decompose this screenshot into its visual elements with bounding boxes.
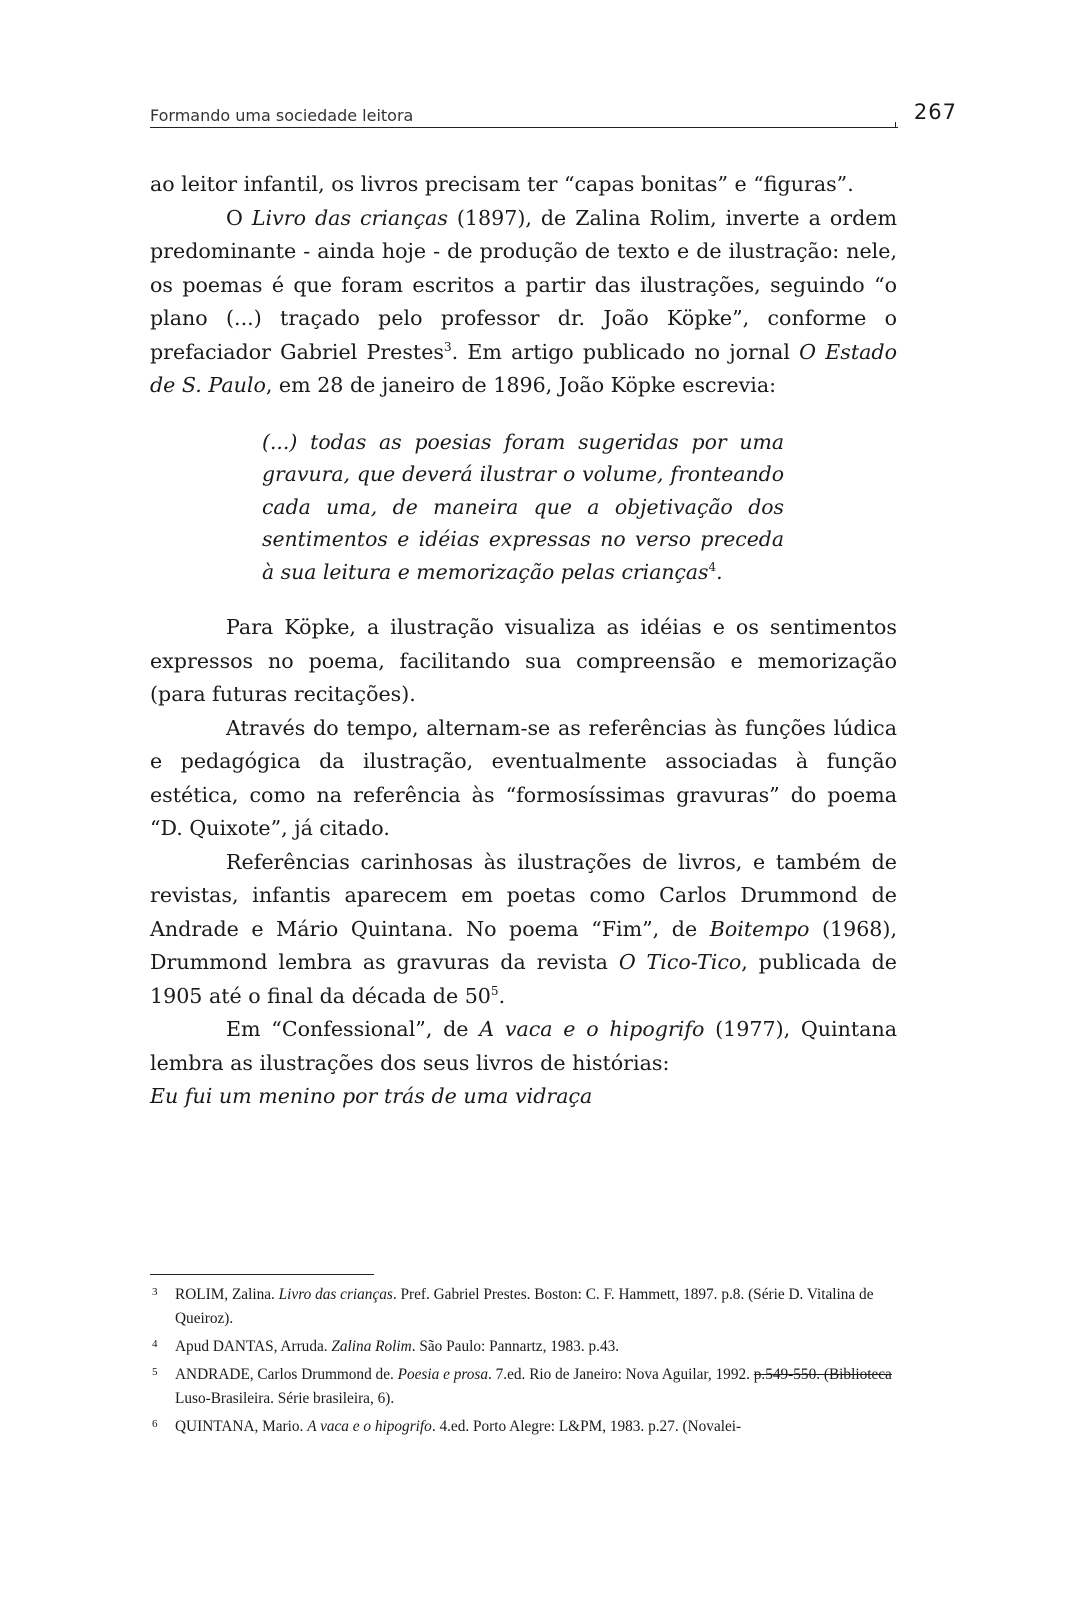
footnote-number: 6 <box>152 1418 158 1430</box>
quote-text: (...) todas as poesias foram sugeridas por uma gravura, que deverá ilustrar o volume, fronteando cada uma, de maneira que a objetivação dos sentimentos e idéias expressas no verso preceda à sua leitura e memorização pelas crianças <box>262 429 784 584</box>
text-run: , em 28 de janeiro de 1896, João Köpke escrevia: <box>265 373 777 397</box>
footnote-text: . São Paulo: Pannartz, 1983. p.43. <box>411 1338 620 1355</box>
footnote-title: Poesia e prosa <box>397 1366 488 1383</box>
text-run: (1977), Quintana lembra as ilustrações dos seus livros de histórias: <box>150 1017 897 1075</box>
verse-line: Eu fui um menino por trás de uma vidraça <box>150 1084 593 1108</box>
footnote-title: A vaca e o hipogrifo <box>307 1418 432 1435</box>
header-rule <box>150 127 898 128</box>
footnote-separator <box>150 1274 374 1275</box>
newspaper-title: O Estado de S. Paulo <box>150 339 898 397</box>
footnote-text: Luso-Brasileira. Série brasileira, 6). <box>175 1390 395 1407</box>
paragraph-2 <box>150 202 897 403</box>
footnote-5 <box>150 1363 898 1411</box>
book-title-a-vaca-e-o-hipogrifo: A vaca e o hipogrifo <box>479 1017 705 1041</box>
page-number: 267 <box>913 100 957 124</box>
paragraph-3: Para Köpke, a ilustração visualiza as idéias e os sentimentos expressos no poema, facilitando sua compreensão e memorização (para futuras recitações). <box>150 615 897 706</box>
footnote-ref-3[interactable]: 3 <box>443 339 452 354</box>
paragraph-6 <box>150 1013 897 1080</box>
block-quote <box>262 426 784 589</box>
text-run: (1968), Drummond lembra as gravuras da revista <box>150 916 897 974</box>
quote-end: . <box>716 559 723 584</box>
text-run: . <box>498 983 506 1008</box>
footnote-text: ROLIM, Zalina. <box>175 1286 279 1303</box>
running-title: Formando uma sociedade leitora <box>150 106 414 125</box>
paragraph-1: ao leitor infantil, os livros precisam ter “capas bonitas” e “figuras”. <box>150 172 854 196</box>
footnote-text: QUINTANA, Mario. <box>175 1418 308 1435</box>
footnote-text: ANDRADE, Carlos Drummond de. <box>175 1366 398 1383</box>
paragraph-5 <box>150 846 897 1014</box>
header-rule-tick <box>895 122 896 128</box>
footnote-text: Apud DANTAS, Arruda. <box>175 1338 332 1355</box>
footnotes <box>150 1283 898 1443</box>
magazine-title: O Tico-Tico <box>618 950 742 974</box>
footnote-text: . Pref. Gabriel Prestes. Boston: C. F. Hammett, 1897. p.8. (Série D. Vitalina de Queiroz). <box>175 1286 874 1327</box>
footnote-title: Zalina Rolim <box>331 1338 412 1355</box>
running-header <box>150 100 965 136</box>
text-run: Em “Confessional”, de <box>226 1017 480 1041</box>
footnote-text: . 7.ed. Rio de Janeiro: Nova Aguilar, 1992. <box>488 1366 754 1383</box>
footnote-6 <box>150 1415 898 1439</box>
footnote-4 <box>150 1335 898 1359</box>
text-run: (1897), de Zalina Rolim, inverte a ordem predominante - ainda hoje - de produção de texto e de ilustração: nele, os poemas é que foram escritos a partir das ilustrações, seguindo “o plano (...) traçado pelo professor dr. João Köpke”, conforme o prefaciador Gabriel Prestes <box>150 205 897 364</box>
footnote-struck-text: p.549-550. (Biblioteca <box>753 1366 892 1383</box>
footnote-number: 3 <box>152 1286 158 1298</box>
main-text <box>150 168 897 1113</box>
text-run: , publicada de 1905 até o final da década de 50 <box>150 950 897 1008</box>
footnote-ref-5[interactable]: 5 <box>490 983 499 998</box>
text-run: O <box>226 205 252 230</box>
footnote-text: . 4.ed. Porto Alegre: L&PM, 1983. p.27. (Novalei- <box>431 1418 742 1435</box>
book-title-boitempo: Boitempo <box>709 916 810 941</box>
text-run: Referências carinhosas às ilustrações de livros, e também de revistas, infantis aparecem em poetas como Carlos Drummond de Andrade e Mário Quintana. No poema “Fim”, de <box>150 849 897 941</box>
book-title-livro-das-criancas: Livro das crianças <box>251 205 448 230</box>
footnote-3 <box>150 1283 898 1331</box>
footnote-number: 4 <box>152 1338 158 1350</box>
text-run: . Em artigo publicado no jornal <box>451 339 800 364</box>
paragraph-4: Através do tempo, alternam-se as referências às funções lúdica e pedagógica da ilustração, eventualmente associadas à função estética, como na referência às “formosíssimas gravuras” do poema “D. Quixote”, já citado. <box>150 715 897 840</box>
footnote-ref-4[interactable]: 4 <box>708 559 717 574</box>
footnote-title: Livro das crianças <box>278 1286 393 1303</box>
footnote-number: 5 <box>152 1366 158 1378</box>
